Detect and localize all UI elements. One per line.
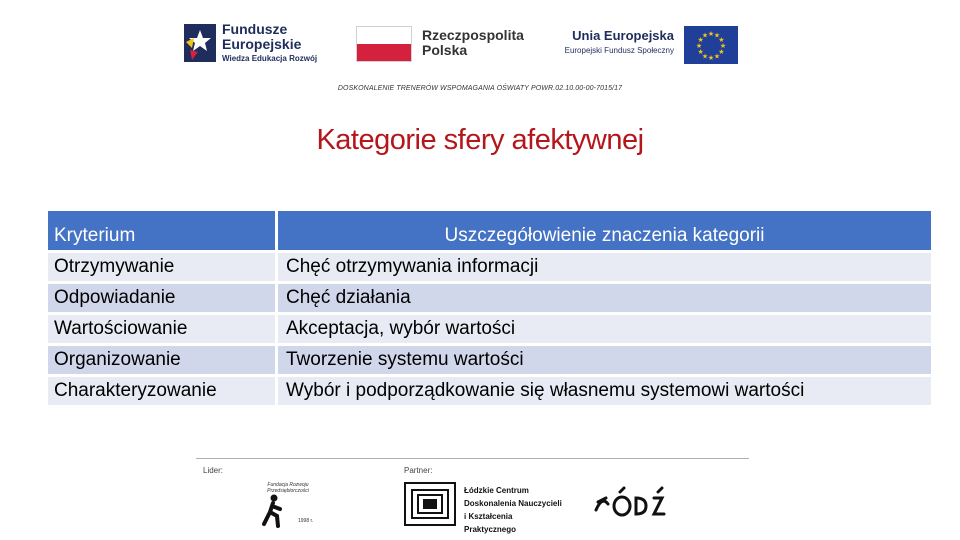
description-cell: Wybór i podporządkowanie się własnemu systemowi wartości [278, 377, 931, 405]
eu-star-icon: ★ [697, 37, 704, 44]
fe-line1: Fundusze [222, 21, 288, 37]
lodz-city-logo [592, 484, 668, 520]
fe-text [222, 22, 317, 66]
eu-star-icon: ★ [707, 55, 715, 62]
lodz-line1: Łódzkie Centrum [464, 486, 529, 495]
pl-text [422, 28, 524, 58]
fe-star-icon [180, 18, 220, 68]
partner-label: Partner: [404, 466, 433, 475]
leader-label: Lider: [203, 466, 224, 475]
eu-flag-icon [684, 26, 738, 64]
table-row [48, 346, 931, 374]
header-criterion: Kryterium [48, 211, 275, 250]
fe-line3: Wiedza Edukacja Rozwój [222, 54, 318, 63]
ue-line1: Unia Europejska [572, 28, 674, 43]
categories-table [48, 211, 931, 408]
lodz-line2: Doskonalenia Nauczycieli [464, 499, 562, 508]
eu-star-icon: ★ [701, 53, 709, 61]
table-row [48, 377, 931, 405]
lodzkie-centrum-logo [404, 482, 564, 534]
footer-divider [196, 458, 749, 459]
criterion-cell: Charakteryzowanie [48, 377, 275, 405]
criterion-cell: Wartościowanie [48, 315, 275, 343]
unia-europejska-logo [552, 24, 742, 68]
eu-star-icon: ★ [718, 49, 725, 56]
table-row [48, 253, 931, 281]
description-cell: Chęć otrzymywania informacji [278, 253, 931, 281]
lodz-text [464, 484, 564, 536]
header-description: Uszczegółowienie znaczenia kategorii [278, 211, 931, 250]
eu-star-icon: ★ [697, 49, 704, 56]
fund-year: 1998 r. [298, 518, 314, 524]
eu-star-icon: ★ [701, 32, 709, 40]
table-header-row [48, 211, 931, 250]
eu-star-icon: ★ [713, 53, 721, 61]
rzeczpospolita-polska-logo [352, 26, 524, 66]
eu-star-icon: ★ [695, 43, 703, 50]
eu-star-icon: ★ [713, 32, 721, 40]
criterion-cell: Odpowiadanie [48, 284, 275, 312]
fe-line2: Europejskie [222, 36, 302, 52]
pl-line2: Polska [422, 42, 468, 58]
concentric-squares-icon [404, 482, 456, 526]
description-cell: Akceptacja, wybór wartości [278, 315, 931, 343]
fundusze-europejskie-logo [180, 18, 326, 70]
eu-star-icon: ★ [719, 43, 727, 50]
criterion-cell: Otrzymywanie [48, 253, 275, 281]
description-cell: Chęć działania [278, 284, 931, 312]
table-row [48, 284, 931, 312]
fund-text: Fundacja Rozwoju Przedsiębiorczości [267, 482, 309, 494]
fundacja-logo [258, 480, 330, 528]
lodz-line3: i Kształcenia Praktycznego [464, 512, 517, 534]
description-cell: Tworzenie systemu wartości [278, 346, 931, 374]
project-code: DOSKONALENIE TRENERÓW WSPOMAGANIA OŚWIATY POWR.02.10.00-00-7015/17 [337, 85, 623, 92]
eu-star-icon: ★ [718, 37, 725, 44]
eu-star-icon: ★ [707, 31, 715, 38]
criterion-cell: Organizowanie [48, 346, 275, 374]
running-figure-icon [260, 494, 290, 528]
page-title: Kategorie sfery afektywnej [316, 124, 644, 156]
polish-flag-icon [356, 26, 412, 62]
table-row [48, 315, 931, 343]
lodz-wordmark-icon [592, 484, 668, 520]
pl-line1: Rzeczpospolita [422, 27, 524, 43]
ue-line2: Europejski Fundusz Społeczny [564, 46, 674, 55]
